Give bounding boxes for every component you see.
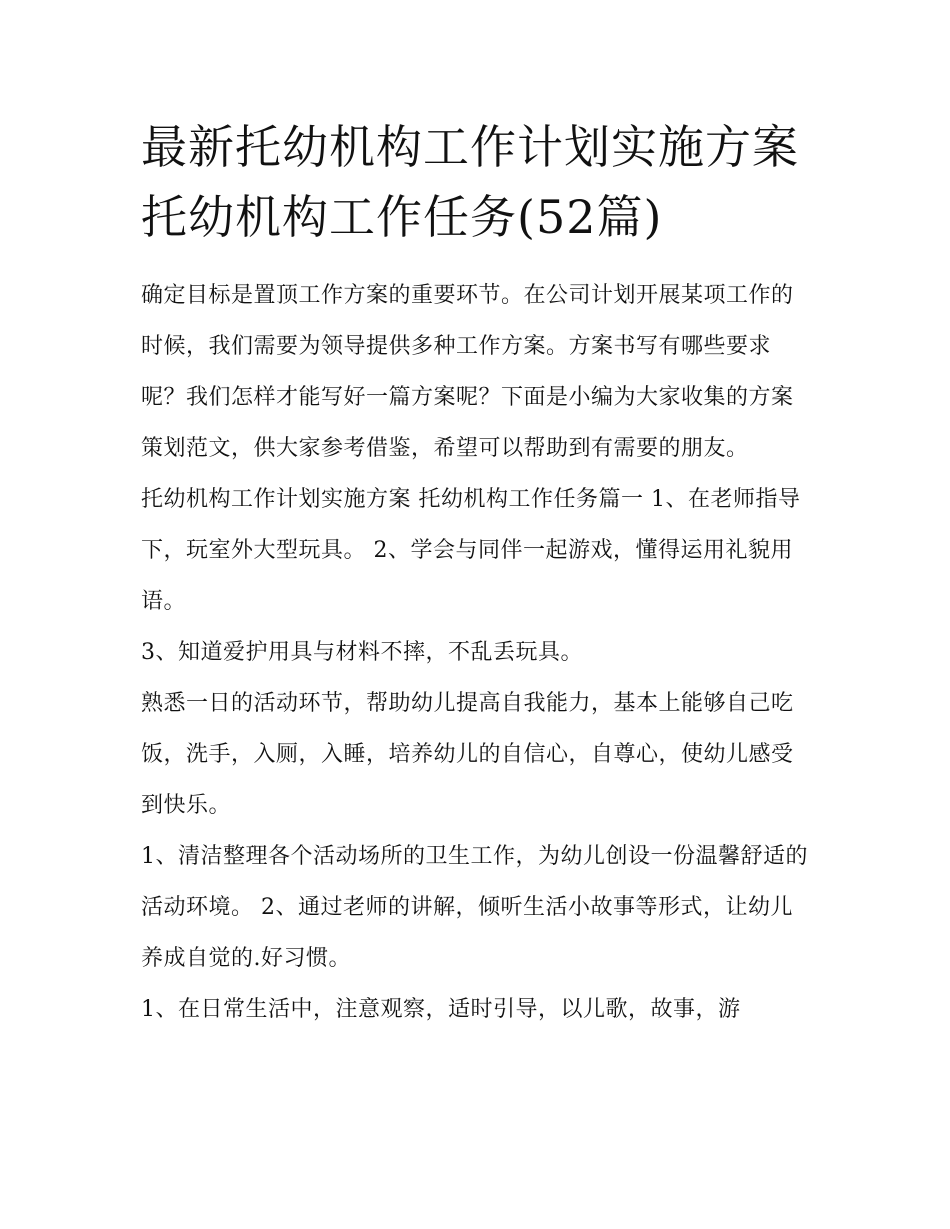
paragraph-observation: 1、在日常生活中，注意观察，适时引导，以儿歌，故事，游: [141, 997, 741, 1022]
paragraph-intro: 确定目标是置顶工作方案的重要环节。在公司计划开展某项工作的时候，我们需要为领导提供多种工作方案。方案书写有哪些要求呢？我们怎样才能写好一篇方案呢？下面是小编为大家收集的方案策划范文，供大家参考借鉴，希望可以帮助到有需要的朋友。: [141, 283, 794, 461]
document-page: [141, 112, 813, 1035]
paragraph-daily-routine: 熟悉一日的活动环节，帮助幼儿提高自我能力，基本上能够自己吃饭，洗手，入厕，入睡，培养幼儿的自信心，自尊心，使幼儿感受到快乐。: [141, 691, 794, 818]
paragraph-section-one: 托幼机构工作计划实施方案 托幼机构工作任务篇一 1、在老师指导下，玩室外大型玩具。 2、学会与同伴一起游戏，懂得运用礼貌用语。: [141, 487, 801, 614]
paragraph-item-3: 3、知道爱护用具与材料不摔，不乱丢玩具。: [141, 640, 583, 665]
document-title: 最新托幼机构工作计划实施方案 托幼机构工作任务(52篇): [141, 120, 799, 244]
paragraph-cleaning: 1、清洁整理各个活动场所的卫生工作，为幼儿创设一份温馨舒适的活动环境。 2、通过老师的讲解，倾听生活小故事等形式，让幼儿养成自觉的.好习惯。: [141, 844, 808, 971]
